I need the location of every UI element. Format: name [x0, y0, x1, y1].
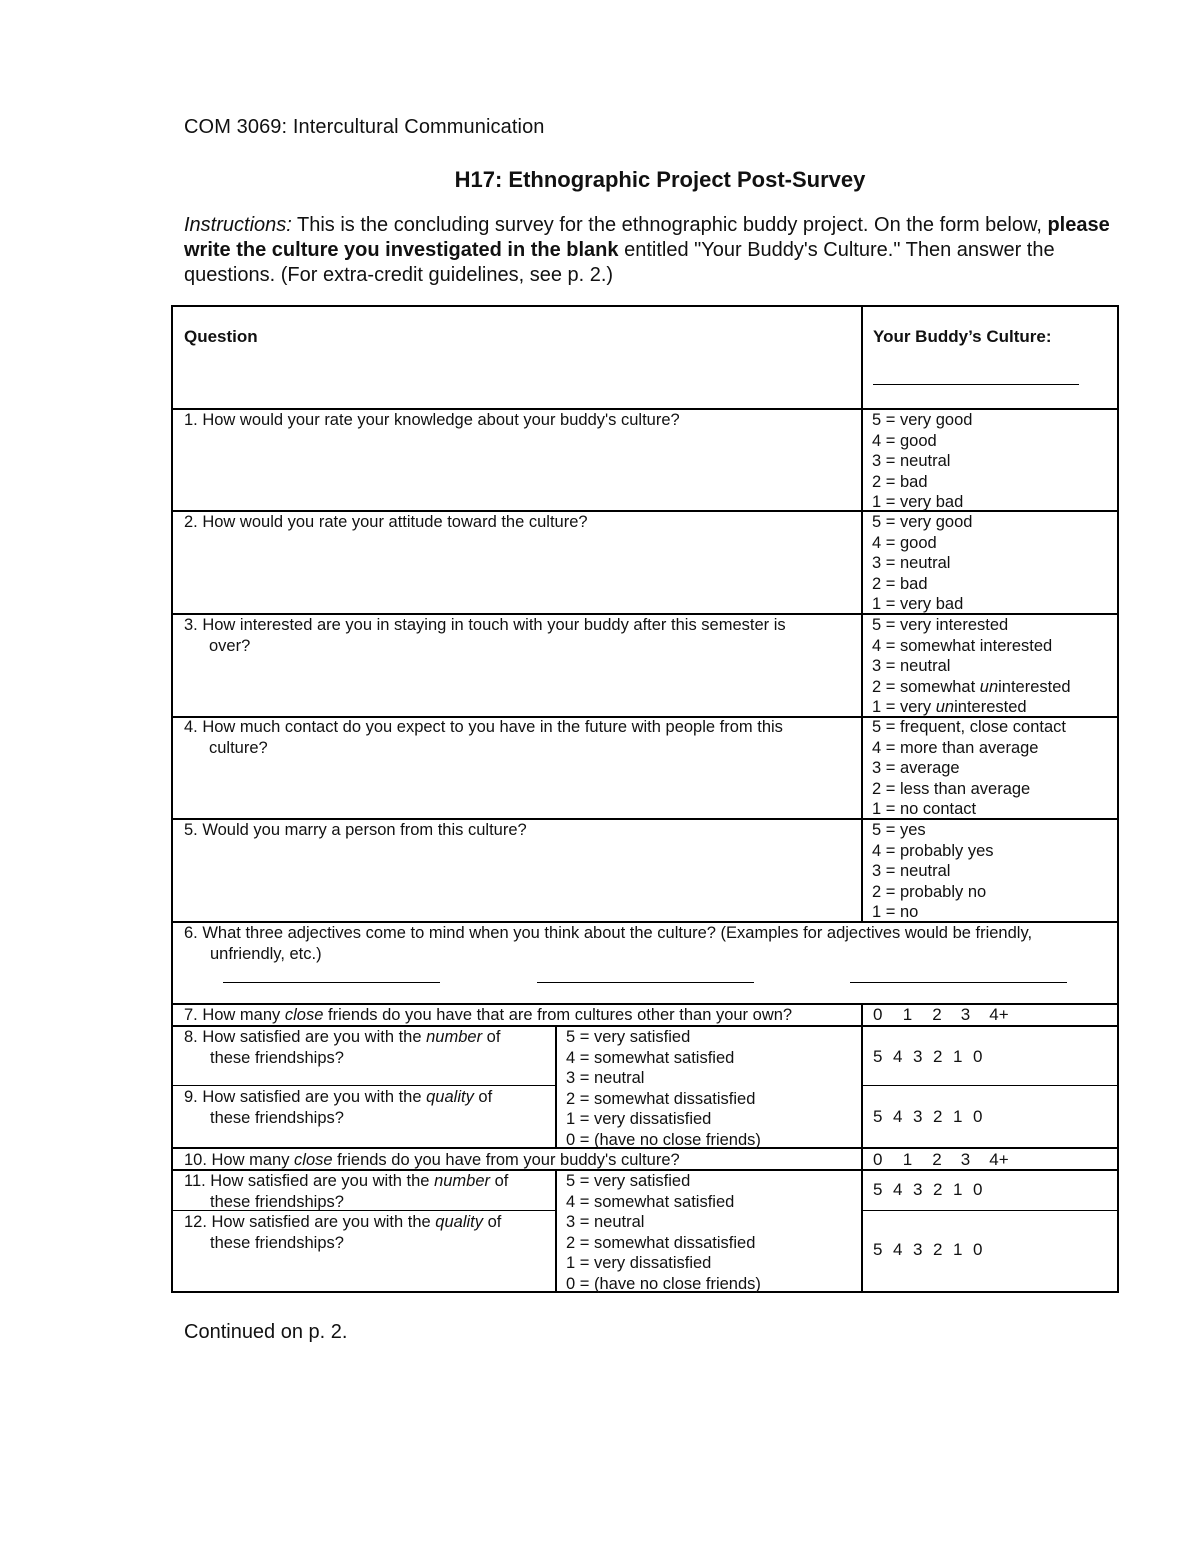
culture-blank-line[interactable] [873, 384, 1079, 385]
answer-options-3: 5 = very interested 4 = somewhat interested 3 = neutral 2 = somewhat uninterested 1 = very uninterested [872, 616, 1071, 716]
question-5: 5. Would you marry a person from this culture? [184, 821, 527, 839]
satisfaction-legend-2: 5 = very satisfied 4 = somewhat satisfied 3 = neutral 2 = somewhat dissatisfied 1 = very dissatisfied 0 = (have no close friends) [566, 1172, 761, 1293]
adjective-blank-1[interactable] [223, 982, 440, 983]
column-header-culture: Your Buddy’s Culture: [873, 327, 1052, 346]
answer-options-1: 5 = very good 4 = good 3 = neutral 2 = bad 1 = very bad [872, 411, 973, 511]
instructions-label: Instructions: [184, 214, 292, 236]
question-6: 6. What three adjectives come to mind when you think about the culture? (Examples for adjectives would be friendly, unfriendly, etc.) [184, 924, 1033, 963]
question-7: 7. How many close friends do you have that are from cultures other than your own? [184, 1006, 793, 1024]
page-title: H17: Ethnographic Project Post-Survey [454, 167, 866, 192]
question-10: 10. How many close friends do you have from your buddy's culture? [184, 1151, 680, 1169]
adjective-blank-2[interactable] [537, 982, 754, 983]
question-11: 11. How satisfied are you with the number of these friendships? [184, 1172, 509, 1211]
satisfaction-scale-12[interactable]: 5 4 3 2 1 0 [873, 1240, 983, 1259]
satisfaction-scale-11[interactable]: 5 4 3 2 1 0 [873, 1180, 983, 1199]
question-3: 3. How interested are you in staying in touch with your buddy after this semester is over? [184, 616, 786, 655]
answer-options-5: 5 = yes 4 = probably yes 3 = neutral 2 = probably no 1 = no [872, 821, 994, 921]
continued-note: Continued on p. 2. [184, 1321, 348, 1343]
satisfaction-scale-8[interactable]: 5 4 3 2 1 0 [873, 1047, 983, 1066]
course-title: COM 3069: Intercultural Communication [184, 116, 545, 138]
answer-options-4: 5 = frequent, close contact 4 = more than average 3 = average 2 = less than average 1 = no contact [872, 718, 1066, 818]
instructions-text-2: entitled "Your Buddy's Culture." Then answer the questions. (For extra-credit guidelines, see p. 2.) [184, 239, 1055, 286]
instructions-text-1: This is the concluding survey for the ethnographic buddy project. On the form below, [291, 214, 1042, 236]
satisfaction-legend-1: 5 = very satisfied 4 = somewhat satisfied 3 = neutral 2 = somewhat dissatisfied 1 = very dissatisfied 0 = (have no close friends) [566, 1028, 761, 1149]
satisfaction-scale-9[interactable]: 5 4 3 2 1 0 [873, 1107, 983, 1126]
adjective-blank-3[interactable] [850, 982, 1067, 983]
answer-options-2: 5 = very good 4 = good 3 = neutral 2 = bad 1 = very bad [872, 513, 973, 613]
instructions [184, 213, 1124, 288]
question-4: 4. How much contact do you expect to you have in the future with people from this culture? [184, 718, 783, 757]
survey-table [171, 305, 1119, 1293]
count-scale-10[interactable]: 0 1 2 3 4+ [873, 1150, 1009, 1169]
question-9: 9. How satisfied are you with the quality of these friendships? [184, 1088, 493, 1127]
instructions-bold: please write the culture you investigated in the blank [184, 214, 1110, 261]
column-header-question: Question [184, 327, 258, 346]
question-1: 1. How would your rate your knowledge about your buddy's culture? [184, 411, 680, 429]
question-2: 2. How would you rate your attitude toward the culture? [184, 513, 588, 531]
question-12: 12. How satisfied are you with the quality of these friendships? [184, 1213, 502, 1252]
question-8: 8. How satisfied are you with the number of these friendships? [184, 1028, 501, 1067]
count-scale-7[interactable]: 0 1 2 3 4+ [873, 1005, 1009, 1024]
